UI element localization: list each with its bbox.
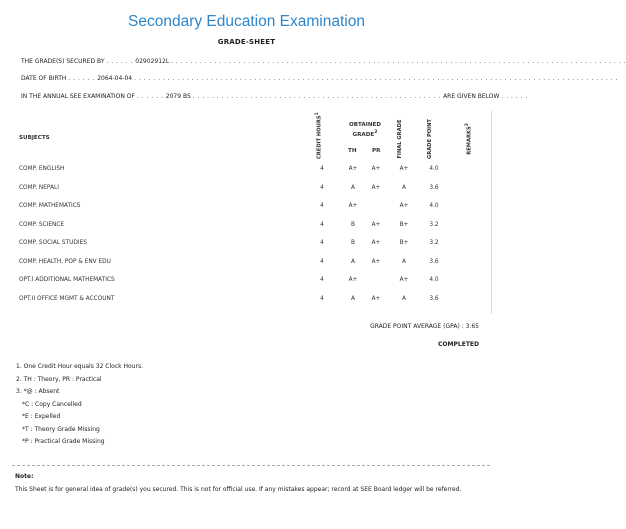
- grade-sheet-subtitle: GRADE-SHEET: [217, 38, 276, 46]
- grade-point: 3.2: [429, 240, 439, 246]
- practical-grade: A+: [371, 295, 381, 302]
- practical-grade: A+: [371, 166, 381, 172]
- credit-hours: 4: [320, 258, 324, 265]
- header-obtained-grade: OBTAINED GRADE$^2$: [349, 122, 381, 138]
- final-grade: A: [402, 295, 406, 302]
- credit-hours: 4: [320, 295, 324, 302]
- subject-name: COMP. ENGLISH: [19, 166, 65, 172]
- theory-grade: A+: [348, 277, 358, 283]
- subject-name: OPT.I ADDITIONAL MATHEMATICS: [19, 277, 115, 283]
- grade-point: 3.6: [429, 295, 439, 302]
- credit-hours: 4: [320, 221, 324, 228]
- theory-grade: B: [351, 221, 355, 228]
- grade-point: 4.0: [429, 203, 439, 209]
- credit-hours: 4: [320, 203, 324, 209]
- header-final-grade: FINAL GRADE: [397, 119, 403, 159]
- gpa-value: 3.65: [465, 323, 479, 330]
- symbol-value: 02902912L: [135, 58, 170, 65]
- header-grade-point: GRADE POINT: [427, 119, 433, 159]
- symbol-label: THE GRADE(S) SECURED BY: [21, 58, 105, 65]
- legend-subitem: *P : Practical Grade Missing: [22, 438, 105, 445]
- credit-hours: 4: [320, 277, 324, 283]
- legend-subitem: *T : Theory Grade Missing: [22, 425, 100, 433]
- gpa-label: GRADE POINT AVERAGE (GPA) :: [370, 323, 464, 330]
- grade-point: 3.6: [429, 258, 439, 265]
- theory-grade: A+: [348, 166, 358, 172]
- exam-label: IN THE ANNUAL SEE EXAMINATION OF: [21, 93, 135, 100]
- theory-grade: A: [351, 258, 355, 265]
- practical-grade: A+: [371, 258, 381, 265]
- theory-grade: B: [351, 240, 355, 246]
- header-pr: PR: [372, 148, 381, 154]
- dob-value: 2064-04-04: [97, 75, 133, 82]
- final-grade: B+: [399, 240, 409, 246]
- table-row: [10, 277, 491, 295]
- legend-item: 2. TH : Theory, PR : Practical: [16, 375, 102, 383]
- exam-suffix: ARE GIVEN BELOW: [443, 93, 500, 100]
- theory-grade: A: [351, 184, 355, 191]
- symbol-line: THE GRADE(S) SECURED BY . . . . . . 02902912L . . . . . . . . . . . . . . . . . . . . . . . . . . . . . . . . . . . . . . . . . . . . . . . . . . . . . . . . . . . . . . . . . . . . . . . . . . . . . . . . . . . . . . . . . . . . . . .: [21, 58, 626, 65]
- legend-item: 3. *@ : Absent: [16, 388, 60, 395]
- status-label: COMPLETED: [438, 341, 479, 348]
- exam-value: 2079 BS: [165, 93, 191, 100]
- final-grade: A+: [399, 277, 409, 283]
- note-text: This Sheet is for general idea of grade(s) you secured. This is not for official use. If any mistakes appear; record at SEE Board ledger will be referred.: [15, 486, 462, 493]
- legend: [16, 361, 143, 449]
- subject-name: COMP. SCIENCE: [19, 221, 65, 228]
- dob-label: DATE OF BIRTH: [21, 75, 67, 82]
- grade-table: [10, 111, 492, 314]
- grade-point: 3.6: [429, 184, 439, 191]
- grade-point: 4.0: [429, 166, 439, 172]
- credit-hours: 4: [320, 184, 324, 191]
- table-row: [10, 222, 491, 240]
- header-credit-hours: CREDIT HOURS$^1$: [315, 112, 323, 159]
- table-row: [10, 240, 491, 258]
- subject-name: COMP. MATHEMATICS: [19, 203, 81, 209]
- subject-name: COMP. SOCIAL STUDIES: [19, 240, 87, 246]
- table-row: [10, 166, 491, 184]
- exam-line: IN THE ANNUAL SEE EXAMINATION OF . . . . . . 2079 BS . . . . . . . . . . . . . . . . . . . . . . . . . . . . . . . . . . . . . . . . . . . . . . . . . . . . ARE GIVEN BELOW . . . . . .: [21, 93, 528, 100]
- table-row: [10, 259, 491, 277]
- exam-title: Secondary Education Examination: [128, 13, 365, 30]
- credit-hours: 4: [320, 240, 324, 246]
- table-row: [10, 203, 491, 221]
- header-subjects: SUBJECTS: [19, 135, 50, 141]
- grade-point: 4.0: [429, 277, 439, 283]
- legend-item: 1. One Credit Hour equals 32 Clock Hours.: [16, 363, 143, 370]
- note-title: Note:: [15, 473, 34, 480]
- subject-name: COMP. HEALTH, POP & ENV EDU: [19, 258, 111, 265]
- legend-subitem: *E : Expelled: [22, 413, 61, 420]
- practical-grade: A+: [371, 184, 381, 191]
- credit-hours: 4: [320, 166, 324, 172]
- theory-grade: A+: [348, 203, 358, 209]
- gpa-summary: [370, 323, 479, 330]
- dob-line: DATE OF BIRTH . . . . . . 2064-04-04 . . . . . . . . . . . . . . . . . . . . . . . . . . . . . . . . . . . . . . . . . . . . . . . . . . . . . . . . . . . . . . . . . . . . . . . . . . . . . . . . . . . . . . . . . . . . . . . . . . . . .: [21, 75, 618, 82]
- header-th: TH: [348, 148, 357, 154]
- final-grade: A+: [399, 166, 409, 172]
- practical-grade: A+: [371, 240, 381, 246]
- theory-grade: A: [351, 295, 355, 302]
- subject-name: COMP. NEPALI: [19, 184, 59, 191]
- final-grade: A: [402, 184, 406, 191]
- final-grade: A: [402, 258, 406, 265]
- note-divider: [12, 465, 490, 466]
- final-grade: A+: [399, 203, 409, 209]
- table-row: [10, 185, 491, 203]
- final-grade: B+: [399, 221, 409, 228]
- table-row: [10, 296, 491, 314]
- legend-subitem: *C : Copy Cancelled: [22, 400, 82, 408]
- subject-name: OPT.II OFFICE MGMT & ACCOUNT: [19, 295, 115, 302]
- practical-grade: A+: [371, 221, 381, 228]
- grade-point: 3.2: [429, 221, 439, 228]
- header-remarks: REMARKS$^3$: [465, 123, 473, 155]
